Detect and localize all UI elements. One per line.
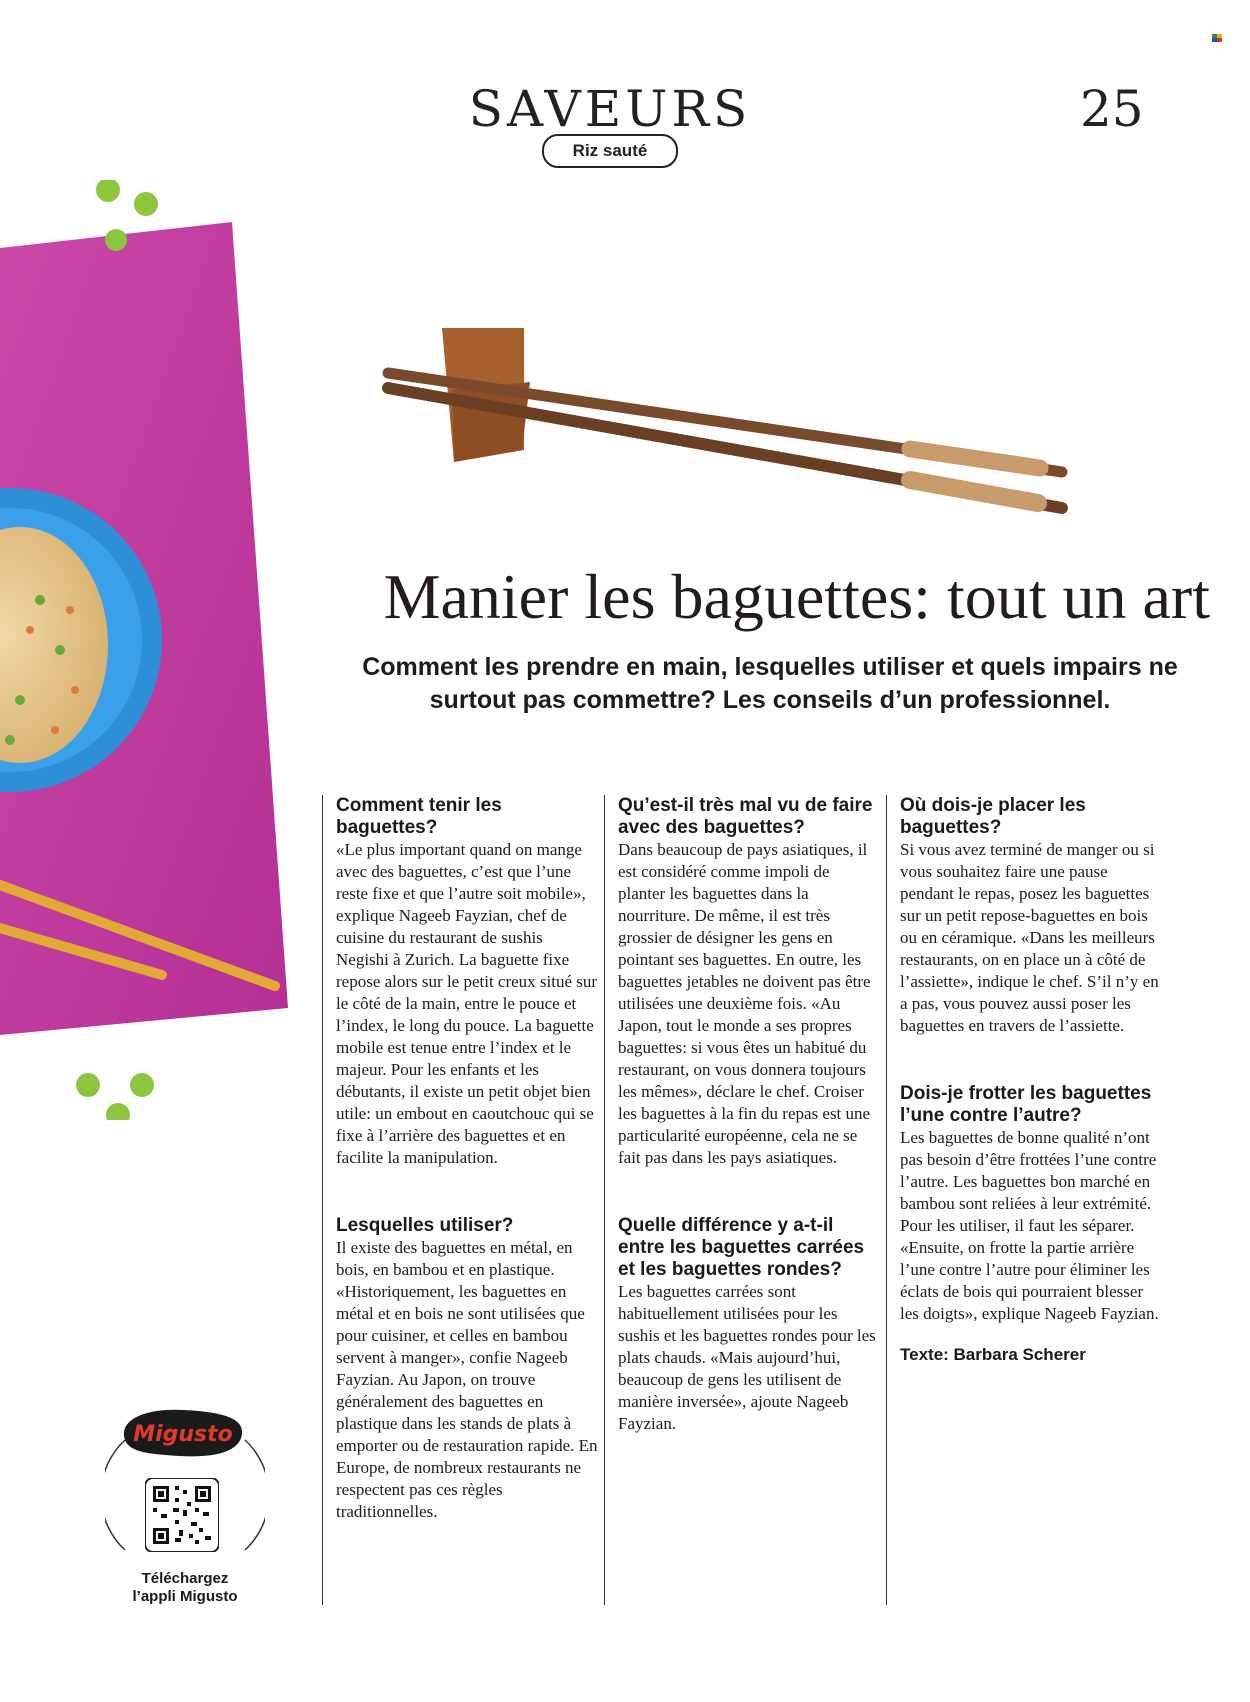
answer-text: Les baguettes de bonne qualité n’ont pas besoin d’être frottées l’une contre l’autre. Les baguettes bon marché en bambou sont reliées à leur extrémité. Pour les utiliser, il faut les séparer. «Ensuite, on frotte la partie arrière l’une contre l’autre pour éliminer les éclats de bois qui pourraient blesser les doigts», explique Nageeb Fayzian. [900,1128,1159,1323]
question-heading: Comment tenir les baguettes? [336,795,502,838]
answer-text: Dans beaucoup de pays asiatiques, il est considéré comme impoli de planter les baguettes dans la nourriture. De même, il est très grossier de désigner les gens en pointant ses baguettes. En outre, les baguettes jetables ne doivent pas être utilisées une deuxième fois. «Au Japon, tout le monde a ses propres baguettes: si vous êtes un habitué du restaurant, on vous donnera toujours les mêmes», déclare le chef. Croiser les baguettes à la fin du repas est une particularité européenne, cela ne se fait pas dans les pays asiatiques. [618,840,871,1167]
article-column-2 [618,795,880,1435]
chopsticks-illustration [370,320,1080,540]
pea [96,180,120,202]
qr-code-icon[interactable] [145,1478,219,1552]
question-heading: Lesquelles utiliser? [336,1215,514,1236]
answer-text: Si vous avez terminé de manger ou si vous souhaitez faire une pause pendant le repas, posez les baguettes sur un petit repose-baguettes en bois ou en céramique. «Dans les meilleurs restaurants, on en place un à côté de l’assiette», indique le chef. S’il n’y en a pas, vous pouvez aussi poser les baguettes en travers de l’assiette. [900,840,1159,1035]
answer-text: Les baguettes carrées sont habituellement utilisées pour les sushis et les baguettes rondes pour les plats chauds. «Mais aujourd’hui, beaucoup de gens les utilisent de manière inversée», ajoute Nageeb Fayzian. [618,1282,876,1433]
cta-line: Téléchargez [141,1570,229,1587]
logo-text: Migusto [133,1422,233,1447]
color-mark-icon [1212,34,1222,42]
subhead: Comment les prendre en main, lesquelles utiliser et quels impairs ne surtout pas commettre? Les conseils d’un professionnel. [362,653,1178,714]
author-credit: Texte: Barbara Scherer [900,1345,1086,1364]
question-heading: Dois-je frotter les baguettes l’une contre l’autre? [900,1083,1152,1126]
cta-line: l’appli Migusto [132,1588,238,1605]
faq-block [900,795,1162,1037]
pea [105,229,127,251]
pea [76,1073,100,1097]
faq-block [900,1083,1162,1325]
pea [134,192,158,216]
faq-block [336,795,598,1169]
faq-block [618,795,880,1169]
food-photo [0,180,300,1120]
faq-block [336,1215,598,1523]
topic-tag: Riz sauté [542,134,678,168]
article-column-1 [336,795,598,1523]
article-column-3 [900,795,1162,1365]
column-rule [886,795,887,1605]
column-rule [322,795,323,1605]
question-heading: Qu’est-il très mal vu de faire avec des baguettes? [618,795,873,838]
section-title: SAVEURS [468,80,752,138]
faq-block [618,1215,880,1435]
app-download-cta[interactable] [110,1570,260,1606]
answer-text: «Le plus important quand on mange avec des baguettes, c’est que l’une reste fixe et que l’autre soit mobile», explique Nageeb Fayzian, chef de cuisine du restaurant de sushis Negishi à Zurich. La baguette fixe repose alors sur le petit creux situé sur le côté de la main, entre le pouce et l’index, le long du pouce. La baguette mobile est tenue entre l’index et le majeur. Pour les enfants et les débutants, il existe un petit objet bien utile: un embout en caoutchouc qui se fixe à l’arrière des baguettes et en facilite la manipulation. [336,840,598,1167]
page-number: 25 [1080,80,1144,138]
column-rule [604,795,605,1605]
headline: Manier les baguettes: tout un art [383,561,1210,632]
question-heading: Où dois-je placer les baguettes? [900,795,1086,838]
answer-text: Il existe des baguettes en métal, en bois, en bambou et en plastique. «Historiquement, les baguettes en métal et en bois ne sont utilisées que pour cuisiner, et celles en bambou servent à manger», confie Nageeb Fayzian. Au Japon, on trouve généralement des baguettes en plastique dans les stands de plats à emporter ou de restauration rapide. En Europe, de nombreux restaurants ne respectent pas ces règles traditionnelles. [336,1238,598,1521]
migusto-logo[interactable] [118,1404,248,1462]
pea [130,1073,154,1097]
pea [106,1103,130,1120]
question-heading: Quelle différence y a-t-il entre les baguettes carrées et les baguettes rondes? [618,1215,865,1280]
